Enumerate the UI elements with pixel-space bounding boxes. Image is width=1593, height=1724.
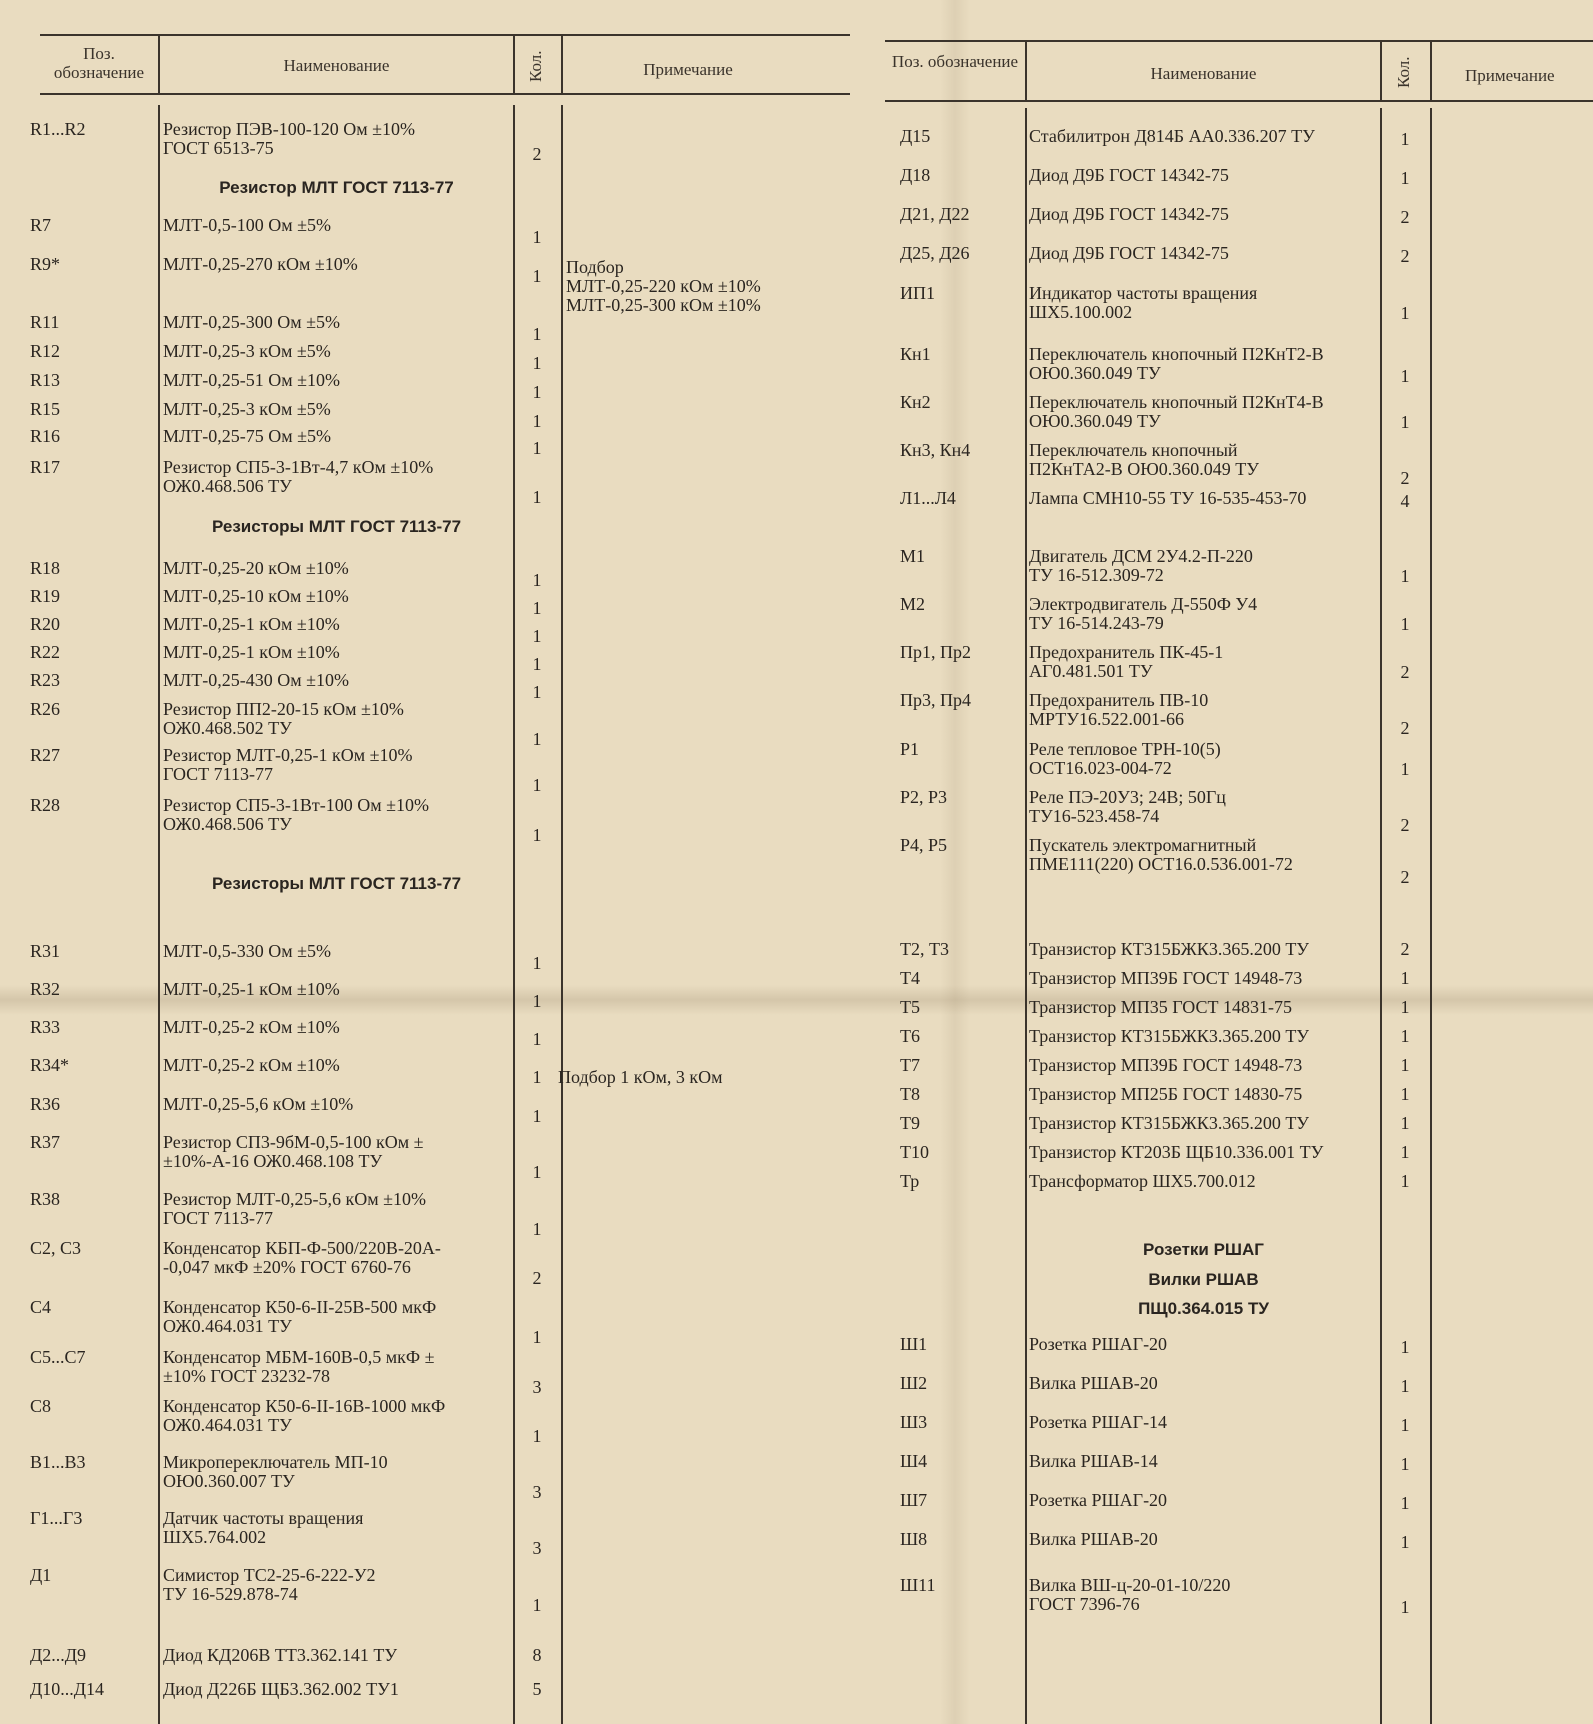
quantity: 1 [1400,968,1410,988]
item-name: Транзистор КТ315БЖК3.365.200 ТУ [1029,1113,1310,1133]
position-designator: Ш8 [900,1529,928,1549]
position-designator: Р2, Р3 [900,787,948,807]
item-name: Резистор ПП2-20-15 кОм ±10% ОЖ0.468.502 ТУ [163,699,404,738]
position-designator: R27 [30,745,61,765]
position-designator: R31 [30,941,61,961]
position-designator: Д21, Д22 [900,204,970,224]
note-selection: Подбор МЛТ-0,25-220 кОм ±10% МЛТ-0,25-300 кОм ±10% [566,257,761,315]
item-name: МЛТ-0,25-5,6 кОм ±10% [163,1094,354,1114]
position-designator: R15 [30,399,61,419]
position-designator: R33 [30,1017,61,1037]
quantity: 3 [532,1482,542,1502]
item-name: МЛТ-0,25-300 Ом ±5% [163,312,340,332]
quantity: 1 [1400,1026,1410,1046]
quantity: 1 [532,654,542,674]
quantity: 2 [1400,207,1410,227]
quantity: 1 [1400,303,1410,323]
position-designator: Д18 [900,165,931,185]
quantity: 1 [532,382,542,402]
quantity: 1 [1400,412,1410,432]
quantity: 2 [1400,468,1410,488]
position-designator: С2, С3 [30,1238,82,1258]
quantity: 2 [1400,867,1410,887]
position-designator: R1...R2 [30,119,86,139]
item-name: МЛТ-0,25-1 кОм ±10% [163,614,340,634]
header-top-rule [885,40,1593,42]
item-name: МЛТ-0,5-100 Ом ±5% [163,215,331,235]
item-name: МЛТ-0,25-1 кОм ±10% [163,642,340,662]
position-designator: Т8 [900,1084,920,1104]
position-designator: М1 [900,546,926,566]
item-name: МЛТ-0,25-20 кОм ±10% [163,558,349,578]
col-divider [1025,108,1027,1724]
position-designator: R18 [30,558,61,578]
col-divider [561,105,563,1724]
position-designator: С5...С7 [30,1347,86,1367]
quantity: 1 [532,598,542,618]
quantity: 2 [1400,718,1410,738]
item-name: Диод КД206В ТТ3.362.141 ТУ [163,1645,398,1665]
position-designator: Ш2 [900,1373,928,1393]
quantity: 1 [532,411,542,431]
header-name: Наименование [283,56,390,75]
position-designator: R11 [30,312,60,332]
position-designator: Ш3 [900,1412,928,1432]
position-designator: В1...В3 [30,1452,86,1472]
position-designator: Ш4 [900,1451,928,1471]
item-name: Транзистор МП35 ГОСТ 14831-75 [1029,997,1292,1017]
item-name: Розетка РШАГ-20 [1029,1490,1168,1510]
quantity: 1 [1400,1493,1410,1513]
header-note: Примечание [643,60,733,79]
position-designator: Т5 [900,997,920,1017]
quantity: 1 [1400,1113,1410,1133]
section-heading: Резисторы МЛТ ГОСТ 7113-77 [211,874,462,893]
position-designator: Д15 [900,126,931,146]
item-name: Реле ПЭ-20У3; 24В; 50Гц ТУ16-523.458-74 [1029,787,1226,826]
item-name: Вилка РШАВ-20 [1029,1373,1158,1393]
item-name: Вилка РШАВ-20 [1029,1529,1158,1549]
note-selection: Подбор 1 кОм, 3 кОм [558,1067,723,1087]
item-name: МЛТ-0,25-2 кОм ±10% [163,1017,340,1037]
item-name: МЛТ-0,25-3 кОм ±5% [163,399,331,419]
section-heading: Вилки РШАВ [1148,1270,1259,1289]
section-heading: ПЩ0.364.015 ТУ [1138,1299,1269,1318]
header-name: Наименование [1150,64,1257,83]
col-divider [513,105,515,1724]
item-name: Конденсатор К50-6-II-25В-500 мкФ ОЖ0.464.031 ТУ [163,1297,437,1336]
position-designator: Г1...Г3 [30,1508,83,1528]
item-name: МЛТ-0,25-1 кОм ±10% [163,979,340,999]
position-designator: Д10...Д14 [30,1679,105,1699]
header-bottom-rule [40,93,850,95]
quantity: 1 [1400,366,1410,386]
header-position: Поз. обозначение [53,44,145,82]
quantity: 4 [1400,491,1410,511]
item-name: МЛТ-0,25-75 Ом ±5% [163,426,331,446]
quantity: 1 [1400,614,1410,634]
item-name: Трансформатор ШХ5.700.012 [1029,1171,1256,1191]
col-divider [1430,108,1432,1724]
item-name: МЛТ-0,25-51 Ом ±10% [163,370,340,390]
item-name: Переключатель кнопочный П2КнТ4-В ОЮ0.360.049 ТУ [1029,392,1324,431]
position-designator: Т4 [900,968,920,988]
position-designator: Кн1 [900,344,931,364]
quantity: 1 [532,775,542,795]
header-bottom-rule [885,100,1593,102]
position-designator: Р4, Р5 [900,835,948,855]
item-name: Симистор ТС2-25-6-222-У2 ТУ 16-529.878-74 [163,1565,376,1604]
item-name: МЛТ-0,25-10 кОм ±10% [163,586,349,606]
position-designator: Т9 [900,1113,920,1133]
position-designator: R37 [30,1132,61,1152]
item-name: Конденсатор МБМ-160В-0,5 мкФ ± ±10% ГОСТ 23232-78 [163,1347,435,1386]
item-name: Резистор СП5-3-1Вт-4,7 кОм ±10% ОЖ0.468.506 ТУ [163,457,434,496]
spec-table-right [880,0,1593,1724]
header-qty: Кол. [1394,56,1413,88]
position-designator: Р1 [900,739,920,759]
position-designator: ИП1 [900,283,935,303]
position-designator: R16 [30,426,61,446]
position-designator: Тр [900,1171,920,1191]
quantity: 1 [532,682,542,702]
quantity: 1 [1400,1532,1410,1552]
col-divider [513,36,515,94]
quantity: 1 [532,570,542,590]
position-designator: R20 [30,614,61,634]
quantity: 2 [1400,246,1410,266]
position-designator: R22 [30,642,61,662]
item-name: Предохранитель ПВ-10 МРТУ16.522.001-66 [1029,690,1209,729]
position-designator: Ш11 [900,1575,936,1595]
item-name: Резистор СП3-9бМ-0,5-100 кОм ± ±10%-А-16 ОЖ0.468.108 ТУ [163,1132,424,1171]
quantity: 1 [532,1426,542,1446]
quantity: 1 [532,1162,542,1182]
quantity: 1 [1400,1055,1410,1075]
item-name: МЛТ-0,25-2 кОм ±10% [163,1055,340,1075]
position-designator: М2 [900,594,926,614]
quantity: 1 [532,953,542,973]
position-designator: Т2, Т3 [900,939,949,959]
section-heading: Резисторы МЛТ ГОСТ 7113-77 [211,517,462,536]
position-designator: С4 [30,1297,52,1317]
quantity: 8 [532,1645,542,1665]
position-designator: Д25, Д26 [900,243,970,263]
quantity: 2 [532,144,542,164]
quantity: 1 [532,1029,542,1049]
quantity: 1 [532,487,542,507]
quantity: 1 [532,729,542,749]
quantity: 1 [532,1219,542,1239]
item-name: Двигатель ДСМ 2У4.2-П-220 ТУ 16-512.309-72 [1029,546,1253,585]
position-designator: Д1 [30,1565,52,1585]
position-designator: R38 [30,1189,61,1209]
position-designator: Т6 [900,1026,920,1046]
position-designator: С8 [30,1396,52,1416]
quantity: 1 [532,825,542,845]
position-designator: Л1...Л4 [900,488,956,508]
quantity: 1 [1400,1084,1410,1104]
quantity: 1 [532,1595,542,1615]
quantity: 1 [532,1327,542,1347]
item-name: Диод Д9Б ГОСТ 14342-75 [1029,204,1229,224]
quantity: 1 [1400,1415,1410,1435]
quantity: 2 [532,1268,542,1288]
item-name: Стабилитрон Д814Б АА0.336.207 ТУ [1029,126,1315,146]
position-designator: Д2...Д9 [30,1645,87,1665]
position-designator: R32 [30,979,61,999]
quantity: 1 [1400,997,1410,1017]
position-designator: R9* [30,254,61,274]
quantity: 1 [532,438,542,458]
quantity: 2 [1400,815,1410,835]
item-name: Переключатель кнопочный П2КнТ2-В ОЮ0.360.049 ТУ [1029,344,1324,383]
header-position: Поз. обозначение [891,52,1019,71]
quantity: 1 [1400,168,1410,188]
col-divider [158,105,160,1724]
quantity: 1 [1400,1454,1410,1474]
position-designator: R34* [30,1055,70,1075]
position-designator: Ш7 [900,1490,928,1510]
header-qty: Кол. [526,50,545,82]
quantity: 1 [1400,759,1410,779]
quantity: 1 [1400,566,1410,586]
item-name: Конденсатор К50-6-II-16В-1000 мкФ ОЖ0.464.031 ТУ [163,1396,446,1435]
item-name: Вилка РШАВ-14 [1029,1451,1158,1471]
position-designator: Пр1, Пр2 [900,642,971,662]
quantity: 1 [1400,1597,1410,1617]
header-top-rule [40,34,850,36]
item-name: Электродвигатель Д-550Ф У4 ТУ 16-514.243-79 [1029,594,1258,633]
item-name: Транзистор МП39Б ГОСТ 14948-73 [1029,1055,1303,1075]
item-name: Предохранитель ПК-45-1 АГ0.481.501 ТУ [1029,642,1224,681]
quantity: 1 [1400,1337,1410,1357]
item-name: Диод Д9Б ГОСТ 14342-75 [1029,165,1229,185]
quantity: 1 [532,626,542,646]
item-name: Лампа СМН10-55 ТУ 16-535-453-70 [1029,488,1307,508]
item-name: Резистор СП5-3-1Вт-100 Ом ±10% ОЖ0.468.506 ТУ [163,795,429,834]
item-name: Транзистор МП39Б ГОСТ 14948-73 [1029,968,1303,988]
position-designator: Кн3, Кн4 [900,440,971,460]
position-designator: Ш1 [900,1334,928,1354]
quantity: 1 [1400,129,1410,149]
col-divider [1430,42,1432,100]
position-designator: R26 [30,699,61,719]
item-name: Резистор ПЭВ-100-120 Ом ±10% ГОСТ 6513-75 [163,119,415,158]
position-designator: R13 [30,370,61,390]
position-designator: Т10 [900,1142,929,1162]
item-name: МЛТ-0,25-430 Ом ±10% [163,670,349,690]
item-name: Транзистор КТ315БЖК3.365.200 ТУ [1029,1026,1310,1046]
item-name: Вилка ВШ-ц-20-01-10/220 ГОСТ 7396-76 [1029,1575,1231,1614]
position-designator: R7 [30,215,52,235]
item-name: Розетка РШАГ-14 [1029,1412,1168,1432]
item-name: МЛТ-0,25-270 кОм ±10% [163,254,358,274]
quantity: 2 [1400,662,1410,682]
quantity: 5 [532,1679,542,1699]
item-name: Переключатель кнопочный П2КнТА2-В ОЮ0.360.049 ТУ [1029,440,1259,479]
quantity: 1 [532,1067,542,1087]
position-designator: R17 [30,457,61,477]
quantity: 1 [1400,1142,1410,1162]
position-designator: R23 [30,670,61,690]
item-name: Транзистор МП25Б ГОСТ 14830-75 [1029,1084,1303,1104]
item-name: Датчик частоты вращения ШХ5.764.002 [163,1508,364,1547]
item-name: Резистор МЛТ-0,25-5,6 кОм ±10% ГОСТ 7113-77 [163,1189,427,1228]
item-name: Транзистор КТ315БЖК3.365.200 ТУ [1029,939,1310,959]
item-name: Конденсатор КБП-Ф-500/220В-20А- -0,047 мкФ ±20% ГОСТ 6760-76 [163,1238,441,1277]
item-name: Диод Д226Б ЩБ3.362.002 ТУ1 [163,1679,399,1699]
item-name: МЛТ-0,25-3 кОм ±5% [163,341,331,361]
quantity: 1 [532,1106,542,1126]
col-divider [1380,108,1382,1724]
item-name: Индикатор частоты вращения ШХ5.100.002 [1029,283,1258,322]
item-name: Микропереключатель МП-10 ОЮ0.360.007 ТУ [163,1452,388,1491]
quantity: 1 [532,353,542,373]
quantity: 1 [532,324,542,344]
item-name: Диод Д9Б ГОСТ 14342-75 [1029,243,1229,263]
quantity: 3 [532,1377,542,1397]
quantity: 3 [532,1538,542,1558]
header-note: Примечание [1465,66,1555,85]
quantity: 1 [532,991,542,1011]
position-designator: R19 [30,586,61,606]
position-designator: R12 [30,341,61,361]
col-divider [1380,42,1382,100]
quantity: 1 [1400,1171,1410,1191]
item-name: Пускатель электромагнитный ПМЕ111(220) ОСТ16.0.536.001-72 [1029,835,1293,874]
position-designator: R28 [30,795,61,815]
position-designator: Кн2 [900,392,931,412]
item-name: МЛТ-0,5-330 Ом ±5% [163,941,331,961]
section-heading: Розетки РШАГ [1143,1240,1264,1259]
item-name: Реле тепловое ТРН-10(5) ОСТ16.023-004-72 [1029,739,1221,778]
section-heading: Резистор МЛТ ГОСТ 7113-77 [219,178,454,197]
item-name: Резистор МЛТ-0,25-1 кОм ±10% ГОСТ 7113-77 [163,745,413,784]
quantity: 1 [532,227,542,247]
quantity: 1 [532,266,542,286]
quantity: 1 [1400,1376,1410,1396]
position-designator: Пр3, Пр4 [900,690,971,710]
position-designator: R36 [30,1094,61,1114]
item-name: Розетка РШАГ-20 [1029,1334,1168,1354]
quantity: 2 [1400,939,1410,959]
item-name: Транзистор КТ203Б ЩБ10.336.001 ТУ [1029,1142,1324,1162]
position-designator: Т7 [900,1055,920,1075]
